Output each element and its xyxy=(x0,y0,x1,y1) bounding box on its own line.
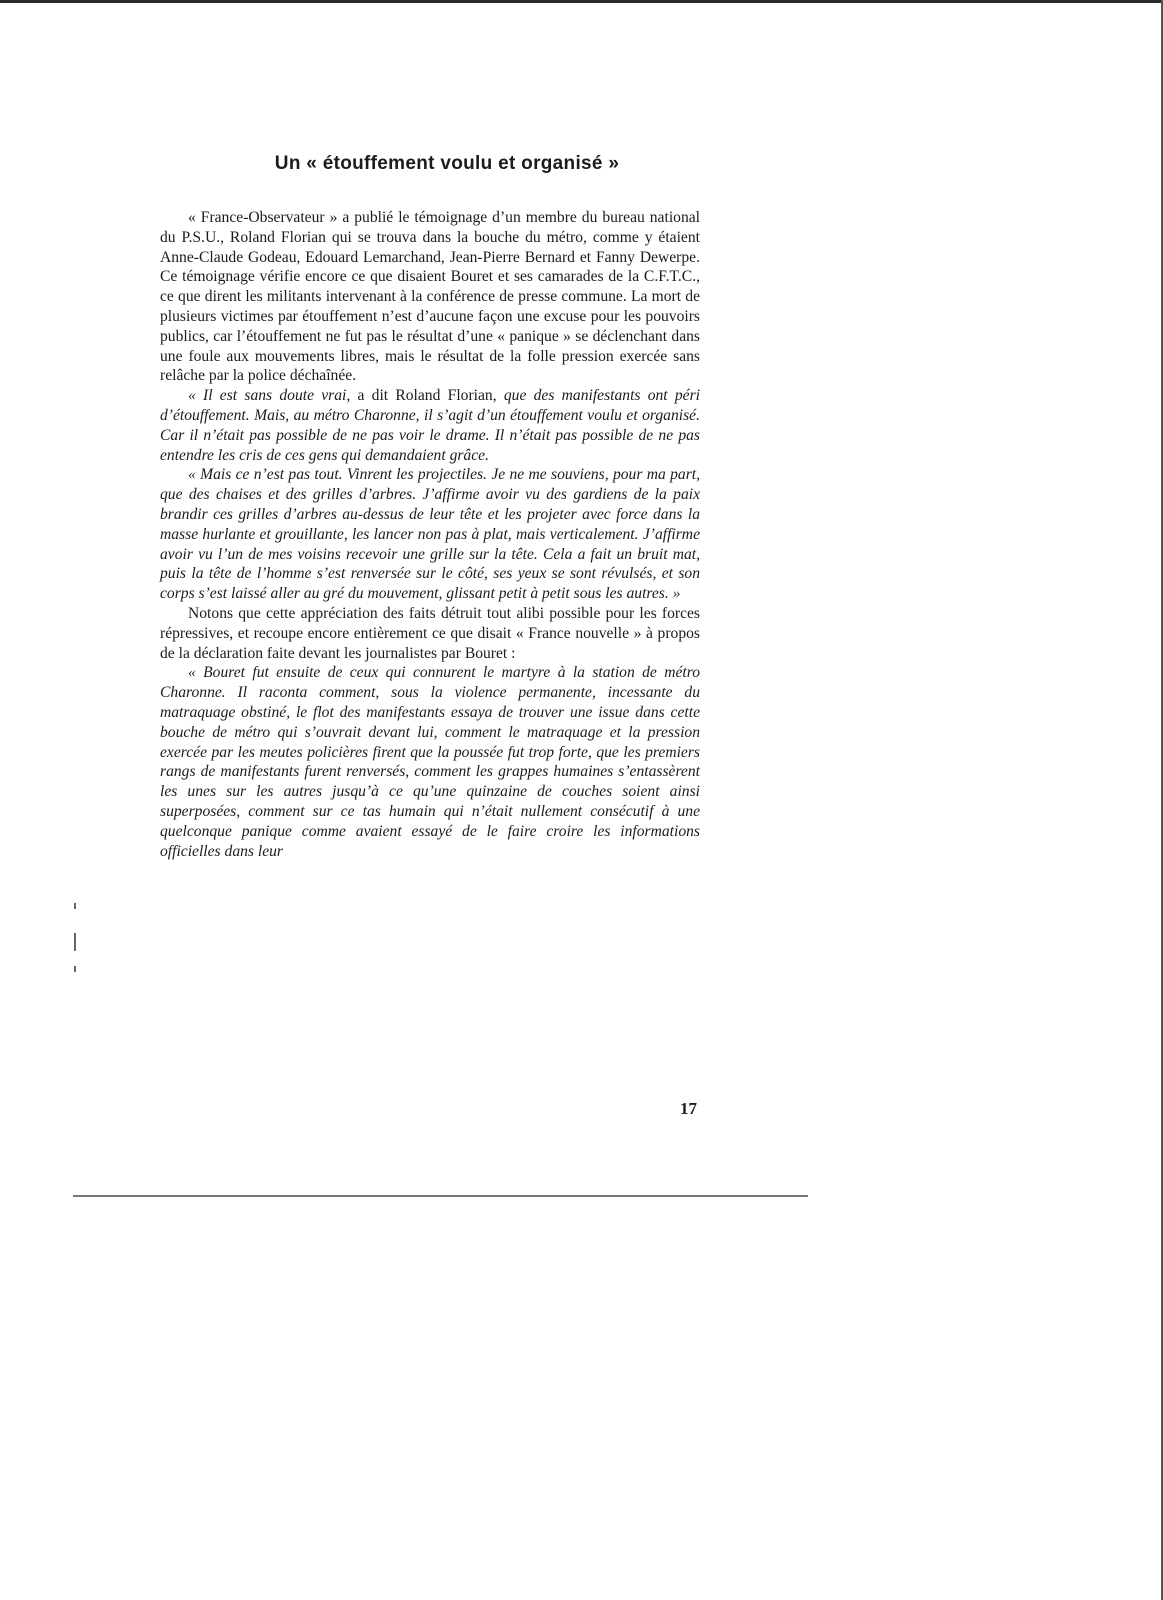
scan-margin-mark xyxy=(74,933,76,951)
body-text xyxy=(160,208,700,861)
page-heading: Un « étouffement voulu et organisé » xyxy=(274,153,620,174)
scan-top-edge xyxy=(0,0,1163,3)
quote-florian-1-attribution: a dit Roland Florian, xyxy=(350,387,504,405)
quote-florian-2: « Mais ce n’est pas tout. Vinrent les projectiles. Je ne me souviens, pour ma part, que des chaises et des grilles d’arbres. J’affirme avoir vu des gardiens de la paix brandir ces grilles d’arbres au-dessus de leur tête et les projeter avec force dans la masse hurlante et grouillante, les lancer non pas à plat, mais verticalement. J’affirme avoir vu l’un de mes voisins recevoir une grille sur la tête. Cela a fait un bruit mat, puis la tête de l’homme s’est renversée sur le côté, ses yeux se sont révulsés, et son corps s’est laissé aller au gré du mouvement, glissant petit à petit sous les autres. » xyxy=(160,466,700,603)
paragraph-intro: « France-Observateur » a publié le témoignage d’un membre du bureau national du P.S.U., Roland Florian qui se trouva dans la bouche du métro, comme y étaient Anne-Claude Godeau, Edouard Lemarchand, Jean-Pierre Bernard et Fanny Dewerpe. Ce témoignage vérifie encore ce que disaient Bouret et ses camarades de la C.F.T.C., ce que dirent les militants intervenant à la conférence de presse commune. La mort de plusieurs victimes par étouffement n’est d’aucune façon une excuse pour les pouvoirs publics, car l’étouffement ne fut pas le résultat d’une « panique » se déclenchant dans une foule aux mouvements libres, mais le résultat de la folle pression exercée sans relâche par la police déchaînée. xyxy=(160,209,700,385)
quote-florian-1-start: « Il est sans doute vrai, xyxy=(188,387,351,405)
paragraph-notons: Notons que cette appréciation des faits détruit tout alibi possible pour les forces répressives, et recoupe encore entièrement ce que disait « France nouvelle » à propos de la déclaration faite devant les journalistes par Bouret : xyxy=(160,604,700,662)
quote-france-nouvelle: « Bouret fut ensuite de ceux qui connurent le martyre à la station de métro Charonne. Il raconta comment, sous la violence permanente, incessante du matraquage obstiné, le flot des manifestants essaya de trouver une issue dans cette bouche de métro qui s’ouvrait devant lui, comment le matraquage et la pression exercée par les meutes policières firent que la poussée fut trop forte, que les premiers rangs de manifestants furent renversés, comment les grappes humaines s’entassèrent les unes sur les autres jusqu’à ce qu’une quinzaine de couches soient ainsi superposées, comment sur ce tas humain qui n’était nullement consécutif à une quelconque panique comme avaient essayé de le faire croire les informations officielles dans leur xyxy=(160,664,700,860)
scan-margin-mark xyxy=(74,903,76,909)
document-page xyxy=(160,150,700,861)
scan-margin-mark xyxy=(74,966,76,972)
quote-florian-1 xyxy=(160,386,700,465)
scan-bottom-rule xyxy=(73,1195,808,1197)
page-number: 17 xyxy=(680,1099,697,1118)
quote-florian-1-rest: que des manifestants ont péri d’étouffement. Mais, au métro Charonne, il s’agit d’un étouffement voulu et organisé. Car il n’était pas possible de ne pas voir le drame. Il n’était pas possible de ne pas entendre les cris de ces gens qui demandaient grâce. xyxy=(160,387,700,464)
